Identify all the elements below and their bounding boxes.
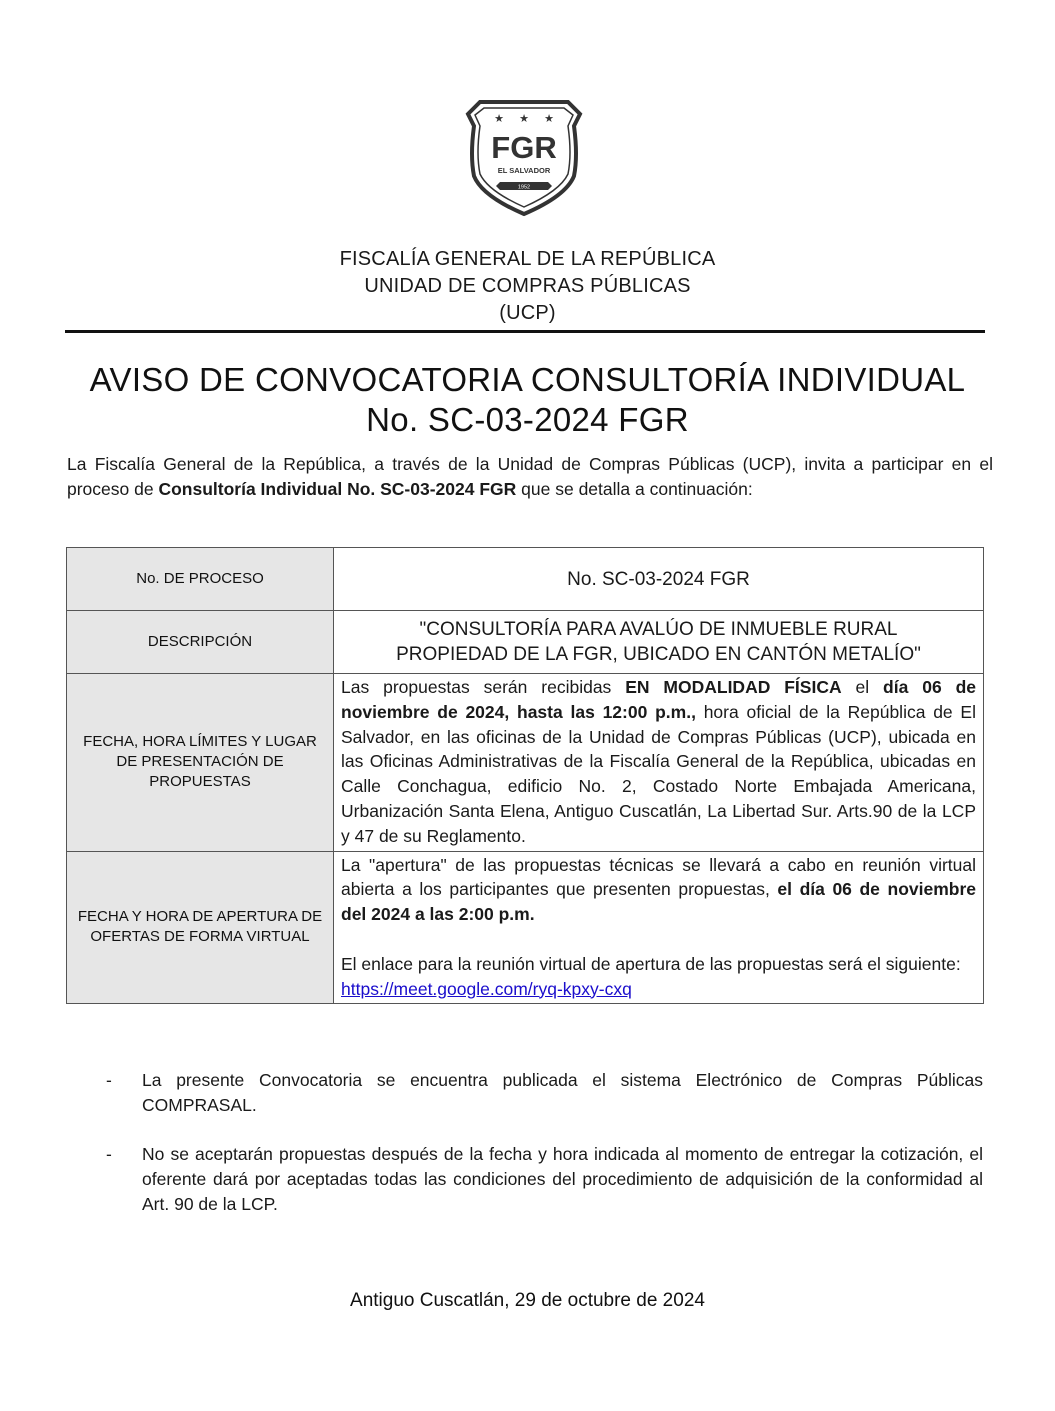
logo-acronym: FGR: [491, 130, 557, 165]
description-line-2: PROPIEDAD DE LA FGR, UBICADO EN CANTÓN METALÍO": [396, 644, 921, 665]
title-line-1: AVISO DE CONVOCATORIA CONSULTORÍA INDIVIDUAL: [89, 361, 966, 398]
logo-ribbon-year: 1952: [517, 184, 531, 191]
row-label: DESCRIPCIÓN: [67, 611, 334, 674]
note-text: La presente Convocatoria se encuentra publicada el sistema Electrónico de Compras Públicas COMPRASAL.: [142, 1070, 983, 1115]
description-value: [334, 611, 984, 674]
link-intro-text: El enlace para la reunión virtual de apertura de las propuestas será el siguiente:: [341, 953, 961, 974]
svg-text:★: ★: [494, 112, 504, 125]
row-label: FECHA, HORA LÍMITES Y LUGAR DE PRESENTACIÓN DE PROPUESTAS: [67, 674, 334, 852]
unit-acronym: (UCP): [499, 302, 556, 324]
bullet-marker: -: [106, 1070, 112, 1090]
list-item: [106, 1142, 983, 1216]
place-and-date: Antiguo Cuscatlán, 29 de octubre de 2024: [350, 1290, 705, 1311]
list-item: [106, 1068, 983, 1118]
note-text: No se aceptarán propuestas después de la fecha y hora indicada al momento de entregar la cotización, el oferente dará por aceptadas todas las condiciones del procedimiento de adquisición de la conformidad al Art. 90 de la LCP.: [142, 1144, 983, 1214]
row-label: FECHA Y HORA DE APERTURA DE OFERTAS DE FORMA VIRTUAL: [67, 851, 334, 1004]
row-label: No. DE PROCESO: [67, 548, 334, 611]
document-title: [0, 360, 1055, 440]
star-icons: [494, 112, 554, 125]
submission-deadline: día 06 de noviembre de 2024, hasta las 12:00 p.m.,: [341, 677, 976, 722]
submission-text: Las propuestas serán recibidas: [341, 677, 626, 697]
table-row: [67, 851, 984, 1004]
submission-details-value: [334, 674, 984, 852]
notes-list: [106, 1068, 983, 1242]
opening-paragraph: [341, 853, 976, 927]
intro-paragraph: [67, 452, 993, 501]
intro-text-1: La Fiscalía General de la República, a través de la Unidad de Compras Públicas (UCP), invita a participar en el proceso de: [67, 454, 993, 499]
table-row: [67, 548, 984, 611]
header-divider: [65, 330, 985, 333]
submission-modality: EN MODALIDAD FÍSICA: [625, 677, 842, 697]
fgr-logo: [462, 96, 586, 218]
svg-text:★: ★: [544, 112, 554, 125]
table-row: [67, 674, 984, 852]
unit-name: UNIDAD DE COMPRAS PÚBLICAS: [364, 275, 691, 297]
table-row: [67, 611, 984, 674]
institution-name: FISCALÍA GENERAL DE LA REPÚBLICA: [339, 248, 716, 270]
intro-text-2: que se detalla a continuación:: [516, 478, 753, 499]
process-details-table: [66, 547, 984, 1004]
process-number-value: No. SC-03-2024 FGR: [334, 548, 984, 611]
meeting-link[interactable]: https://meet.google.com/ryq-kpxy-cxq: [341, 978, 632, 999]
submission-location: hora oficial de la República de El Salvador, en las oficinas de la Unidad de Compras Públicas (UCP), ubicada en las Oficinas Administrativas de la Fiscalía General de la República, ubicadas en Calle Conchagua, edificio No. 2, Costado Norte Embajada Americana, Urbanización Santa Elena, Antiguo Cuscatlán, La Libertad Sur. Arts.90 de la LCP y 47 de su Reglamento.: [341, 701, 976, 846]
opening-details-value: [334, 851, 984, 1004]
opening-datetime: el día 06 de noviembre del 2024 a las 2:00 p.m.: [341, 879, 977, 925]
spacer: [341, 927, 976, 952]
bullet-marker: -: [106, 1144, 112, 1165]
submission-text: el: [841, 677, 884, 697]
intro-process-name: Consultoría Individual No. SC-03-2024 FGR: [158, 478, 517, 499]
title-line-2: No. SC-03-2024 FGR: [366, 401, 689, 438]
institution-header: [0, 246, 1055, 327]
description-line-1: "CONSULTORÍA PARA AVALÚO DE INMUEBLE RURAL: [419, 619, 898, 640]
svg-text:★: ★: [519, 112, 529, 125]
logo-country: EL SALVADOR: [497, 166, 551, 175]
opening-text: La "apertura" de las propuestas técnicas se llevará a cabo en reunión virtual abierta a los participantes que presenten propuestas,: [341, 854, 976, 900]
